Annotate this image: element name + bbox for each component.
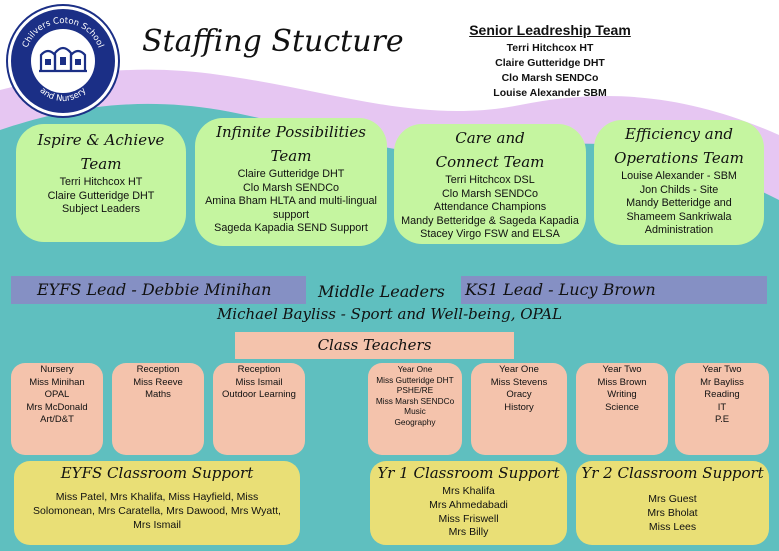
support-box-eyfs [14,461,300,545]
team-title: Efficiency and Operations Team [614,125,744,167]
class-line: IT [717,401,727,413]
team-line: Terri Hitchcox HT [59,176,143,188]
page-title: Staffing Stucture [142,24,404,59]
class-line: Miss Ismail [235,376,283,388]
support-line: Mrs Ahmedabadi [429,498,508,511]
team-line: Claire Gutteridge DHT [47,189,155,202]
team-line: Subject Leaders [61,203,141,215]
svg-text:Chilvers Coton School: Chilvers Coton School [20,15,106,50]
support-line: Mrs Khalifa [442,485,495,497]
class-line: OPAL [44,389,70,400]
team-care-connect [394,124,586,244]
team-line: Terri Hitchcox DSL [445,174,535,186]
eyfs-lead-bar: EYFS Lead - Debbie Minihan [11,276,306,304]
support-box-yr1 [370,461,567,545]
class-line: Reception [237,364,281,375]
school-building-icon [11,9,115,113]
support-title: Yr 2 Classroom Support [581,464,764,482]
team-line: Attendance Champions [433,201,547,213]
class-line: Science [605,401,639,413]
team-line: Louise Alexander - SBM [621,170,737,182]
school-logo [8,6,118,116]
class-line: Miss Gutteridge DHT [376,374,454,385]
class-line: Nursery [40,364,74,375]
class-line: PSHE/RE [396,385,434,396]
slt-member: Louise Alexander SBM [493,87,607,99]
class-line: Writing [607,389,637,400]
class-line: Year Two [602,364,642,375]
team-title: Ispire & Achieve Team [37,131,165,173]
support-text: Miss Patel, Mrs Khalifa, Miss Hayfield, Miss Solomonean, Mrs Caratella, Mrs Dawood, Mrs Wyatt, Mrs Ismail [33,491,281,531]
svg-text:and Nursery: and Nursery [37,85,89,105]
team-inspire-achieve [16,124,186,242]
team-line: Administration [644,224,714,236]
class-line: Year One [397,364,433,374]
slt-member: Terri Hitchcox HT [506,42,594,54]
team-line: Stacey Virgo FSW and ELSA [420,228,560,240]
support-line: Miss Friswell [438,512,499,525]
team-line: Mandy Betteridge & Sageda Kapadia [401,214,579,227]
class-line: Maths [145,389,171,400]
class-line: Mr Bayliss [700,376,744,388]
team-line: Jon Childs - Site [639,183,719,196]
team-line: Sageda Kapadia SEND Support [214,222,368,234]
ks1-lead-bar: KS1 Lead - Lucy Brown [461,276,767,304]
class-line: Year Two [702,364,742,375]
class-box-year-two-brown [576,363,668,455]
class-line: Miss Stevens [490,376,548,388]
slt-member: Claire Gutteridge DHT [495,57,605,69]
team-efficiency-operations [594,120,764,245]
support-box-yr2 [576,461,769,545]
team-infinite-possibilities [195,118,387,246]
class-line: Year One [499,364,539,375]
class-box-year-one-gutteridge [368,363,462,455]
team-line: Mandy Betteridge and Shameem Sankriwala [626,197,732,223]
team-title: Infinite Possibilities Team [216,123,366,165]
team-line: Clo Marsh SENDCo [442,187,538,200]
class-box-year-two-bayliss [675,363,769,455]
class-box-nursery [11,363,103,455]
class-line: Miss Reeve [133,376,183,388]
support-line: Miss Lees [648,520,697,533]
support-title: EYFS Classroom Support [60,464,254,482]
team-line: Clo Marsh SENDCo [243,181,339,194]
class-line: Miss Minihan [29,376,85,388]
class-line: Geography [394,416,436,427]
support-line: Mrs Guest [648,493,697,505]
class-line: Art/D&T [40,414,74,425]
class-line: Miss Marsh SENDCo [375,395,455,406]
class-line: Reading [704,389,740,400]
team-line: Amina Bham HLTA and multi-lingual support [205,195,377,221]
class-teachers-heading: Class Teachers [235,332,514,359]
sport-lead-label: Michael Bayliss - Sport and Well-being, OPAL [216,305,563,323]
slt-member: Clo Marsh SENDCo [501,72,599,84]
class-line: Music [404,406,426,417]
support-line: Mrs Bholat [647,506,698,519]
class-line: Reception [136,364,180,375]
support-title: Yr 1 Classroom Support [377,464,560,482]
senior-leadership-heading: Senior Leadreship Team [469,22,631,38]
team-title: Care and Connect Team [435,129,545,171]
class-line: Oracy [506,389,532,400]
class-box-year-one-stevens [471,363,567,455]
class-line: History [504,401,534,413]
class-line: Miss Brown [597,376,647,388]
class-line: Outdoor Learning [222,389,296,400]
class-line: Mrs McDonald [26,401,88,413]
middle-leaders-label: Middle Leaders [318,282,445,301]
support-line: Mrs Billy [448,526,489,539]
class-box-reception-ismail [213,363,305,455]
team-line: Claire Gutteridge DHT [237,168,345,180]
class-line: P.E [714,414,730,425]
class-box-reception-reeve [112,363,204,455]
